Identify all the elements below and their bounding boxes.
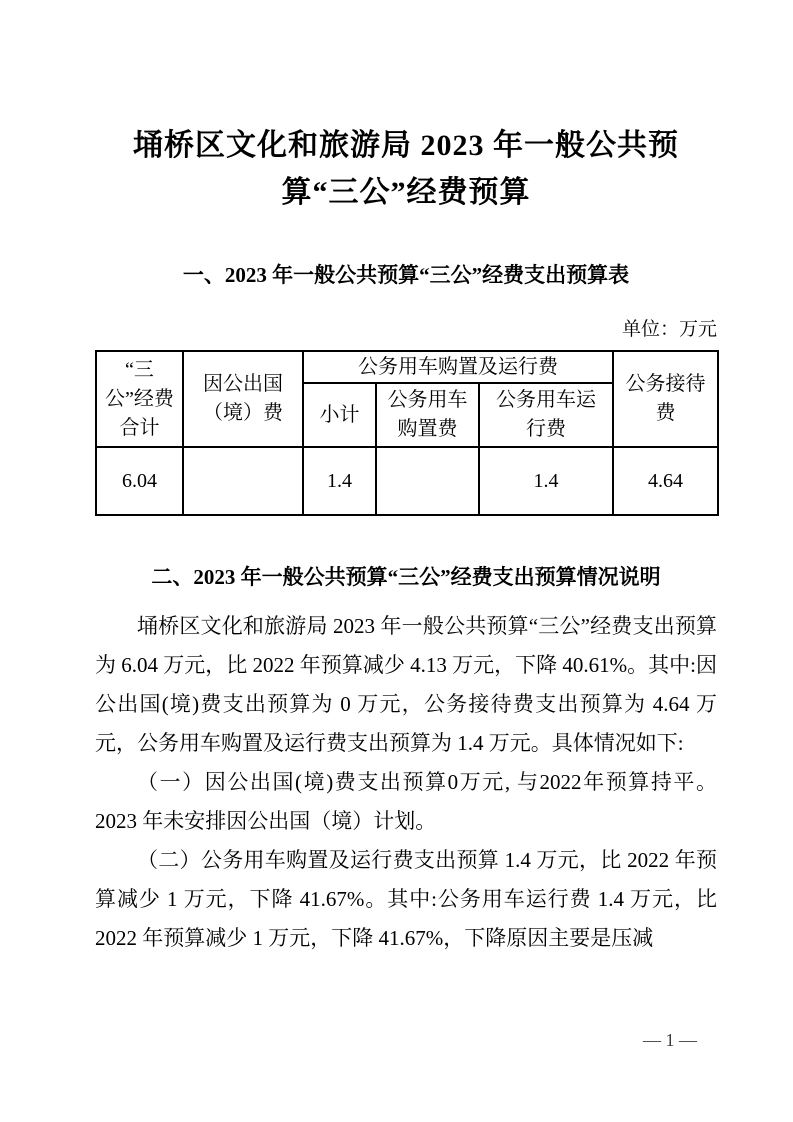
value-cell-vehicle-operation: 1.4 [479,447,613,515]
header-cell-three-public-total: “三公”经费合计 [96,351,183,447]
table-data-row [96,447,718,515]
value-cell-total: 6.04 [96,447,183,515]
header-cell-vehicle-subtotal: 小计 [303,383,376,447]
paragraph-vehicle-expense: （二）公务用车购置及运行费支出预算 1.4 万元，比 2022 年预算减少 1 万元，下降 41.67%。其中:公务用车运行费 1.4 万元，比 2022 年预算减少 1 万元，下降 41.67%，下降原因主要是压减 [95,848,717,950]
header-cell-vehicle-group: 公务用车购置及运行费 [303,351,613,383]
header-cell-abroad-fee: 因公出国（境）费 [183,351,303,447]
document-title: 埇桥区文化和旅游局 2023 年一般公共预算“三公”经费预算 [133,129,679,209]
value-cell-vehicle-subtotal: 1.4 [303,447,376,515]
header-cell-reception-fee: 公务接待费 [613,351,718,447]
page-number: — 1 — [643,1030,697,1050]
paragraph-overview: 埇桥区文化和旅游局 2023 年一般公共预算“三公”经费支出预算为 6.04 万元，比 2022 年预算减少 4.13 万元，下降 40.61%。其中:因公出国(境)费支出预算为 0 万元，公务接待费支出预算为 4.64 万元，公务用车购置及运行费支出预算为 1.4 万元。具体情况如下: [95,614,717,755]
table-header-row-1 [96,351,718,383]
budget-table [95,350,719,516]
value-cell-vehicle-purchase [376,447,479,515]
section1-heading: 一、2023 年一般公共预算“三公”经费支出预算表 [182,263,630,287]
header-cell-vehicle-purchase: 公务用车购置费 [376,383,479,447]
unit-note: 单位：万元 [621,319,717,340]
value-cell-abroad [183,447,303,515]
section2-heading: 二、2023 年一般公共预算“三公”经费支出预算情况说明 [151,565,661,589]
paragraph-abroad-expense: （一）因公出国(境)费支出预算0万元, 与2022年预算持平。2023 年未安排因公出国（境）计划。 [95,770,717,833]
document-content [95,0,717,958]
header-cell-vehicle-operation: 公务用车运行费 [479,383,613,447]
value-cell-reception: 4.64 [613,447,718,515]
